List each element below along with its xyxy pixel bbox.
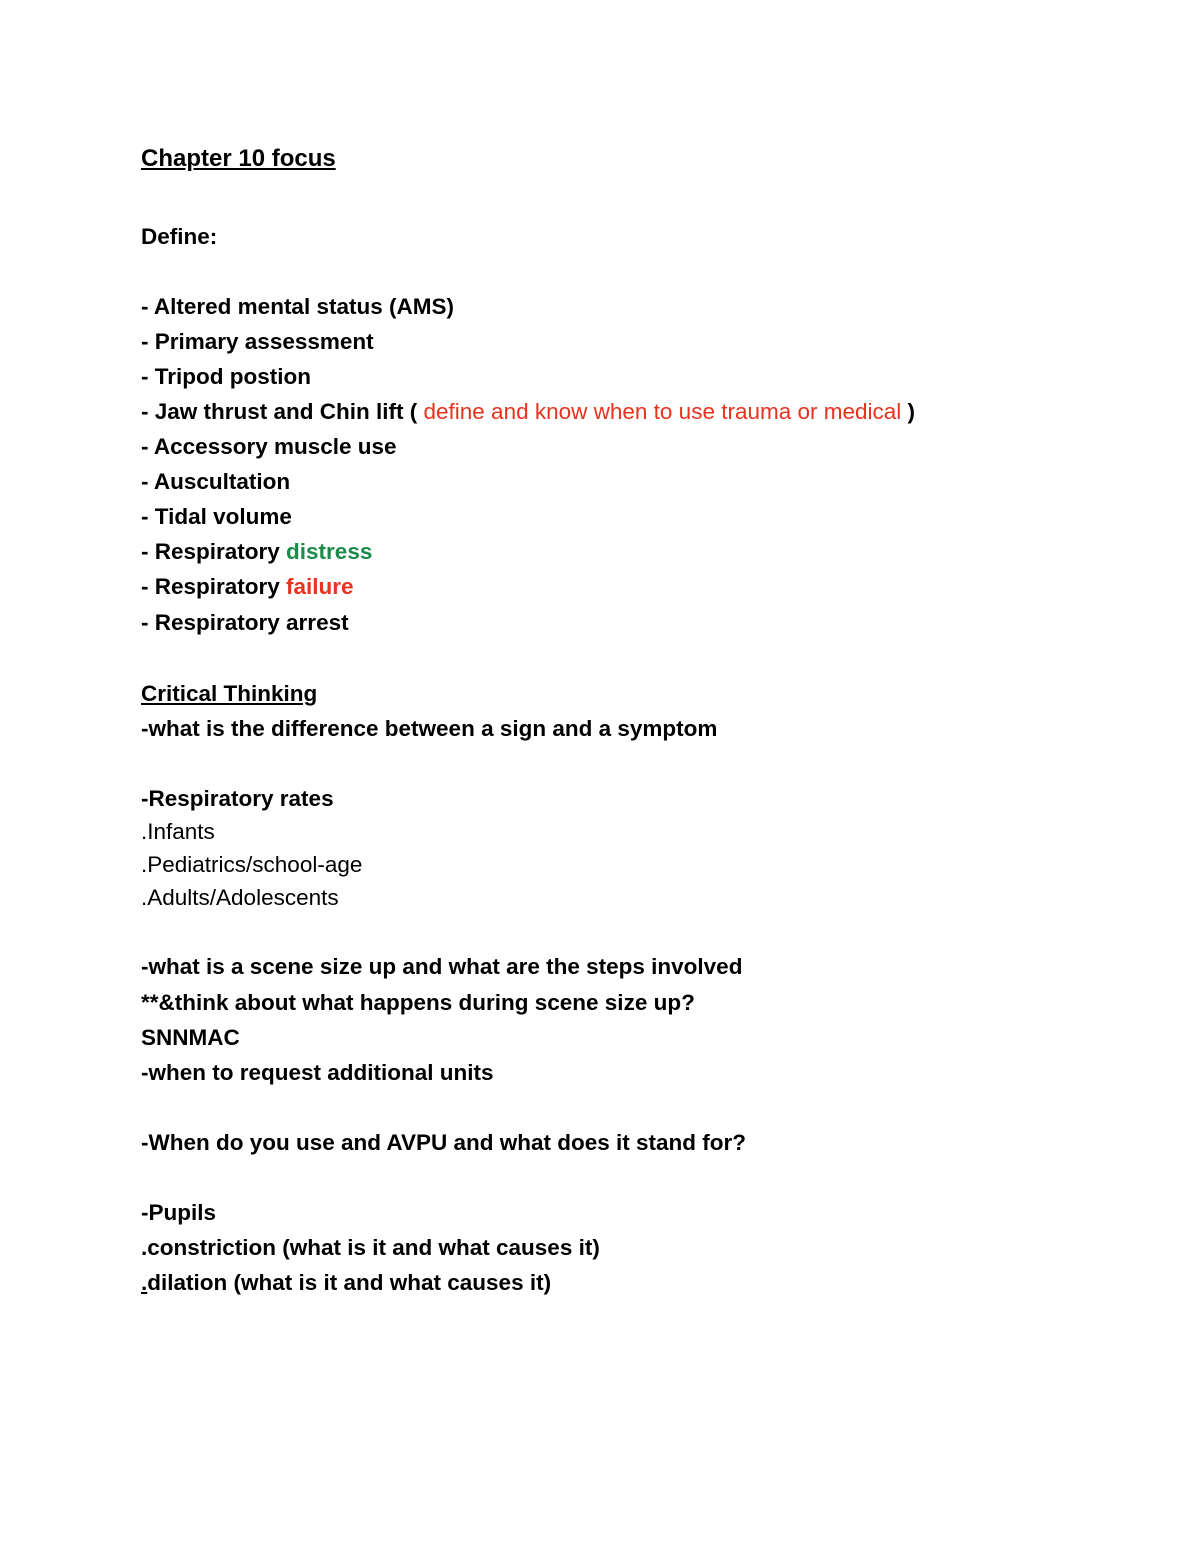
jaw-thrust-suffix: ) bbox=[901, 399, 916, 424]
define-item-auscultation: - Auscultation bbox=[141, 469, 291, 494]
define-heading: Define: bbox=[141, 224, 218, 249]
resp-rate-adults: .Adults/Adolescents bbox=[141, 885, 339, 910]
resp-failure-highlight: failure bbox=[286, 574, 354, 599]
define-item-resp-distress bbox=[141, 537, 372, 567]
pupils-dilation-dot: . bbox=[141, 1270, 148, 1295]
define-item-jaw-thrust bbox=[141, 397, 915, 427]
question-avpu: -When do you use and AVPU and what does it stand for? bbox=[141, 1130, 747, 1155]
snnmac-acronym: SNNMAC bbox=[141, 1025, 240, 1050]
define-item-accessory-muscle: - Accessory muscle use bbox=[141, 434, 397, 459]
think-scene-size-up: **&think about what happens during scene size up? bbox=[141, 990, 695, 1015]
define-item-ams: - Altered mental status (AMS) bbox=[141, 294, 454, 319]
define-item-tripod: - Tripod postion bbox=[141, 364, 311, 389]
resp-rate-infants: .Infants bbox=[141, 819, 215, 844]
critical-thinking-heading: Critical Thinking bbox=[141, 681, 318, 706]
pupils-dilation-text: dilation (what is it and what causes it) bbox=[147, 1270, 552, 1295]
pupils-dilation bbox=[141, 1268, 551, 1298]
page-title: Chapter 10 focus bbox=[141, 145, 336, 172]
resp-distress-prefix: - Respiratory bbox=[141, 539, 287, 564]
resp-rates-heading: -Respiratory rates bbox=[141, 786, 334, 811]
pupils-constriction: .constriction (what is it and what causes it) bbox=[141, 1235, 600, 1260]
jaw-thrust-prefix: - Jaw thrust and Chin lift ( bbox=[141, 399, 424, 424]
define-item-primary-assessment: - Primary assessment bbox=[141, 329, 374, 354]
resp-rate-pediatrics: .Pediatrics/school-age bbox=[141, 852, 363, 877]
jaw-thrust-note: define and know when to use trauma or medical bbox=[423, 399, 902, 424]
define-item-tidal-volume: - Tidal volume bbox=[141, 504, 292, 529]
resp-failure-prefix: - Respiratory bbox=[141, 574, 287, 599]
define-item-resp-arrest: - Respiratory arrest bbox=[141, 610, 349, 635]
question-sign-symptom: -what is the difference between a sign and a symptom bbox=[141, 716, 718, 741]
define-item-resp-failure bbox=[141, 572, 354, 602]
question-scene-size-up: -what is a scene size up and what are the steps involved bbox=[141, 954, 743, 979]
pupils-heading: -Pupils bbox=[141, 1200, 217, 1225]
question-additional-units: -when to request additional units bbox=[141, 1060, 494, 1085]
resp-distress-highlight: distress bbox=[286, 539, 373, 564]
